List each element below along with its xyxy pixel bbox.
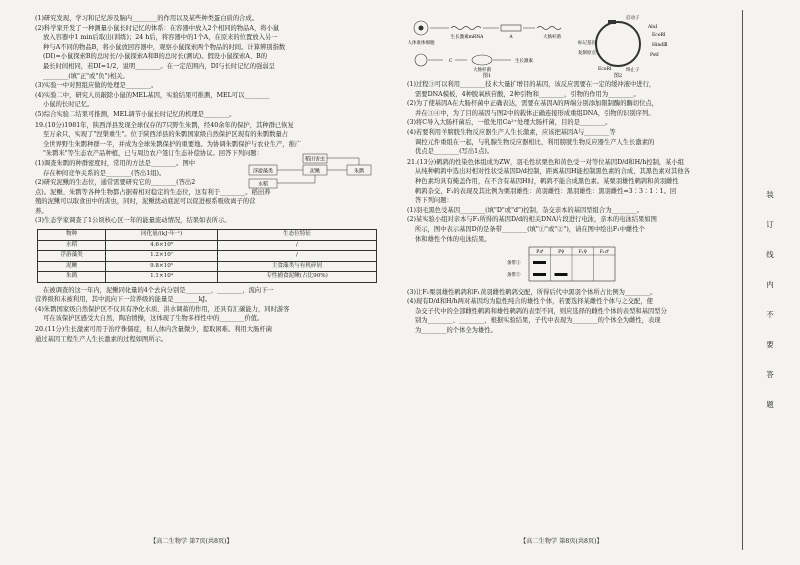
table-cell: 主食藻类与有机碎屑 xyxy=(217,261,376,272)
text-line: 殖的泥鳅可以取食田中的害虫，同时，泥鳅扰动底泥可以促进根系吸收离子的营 xyxy=(35,198,256,206)
table-header: 同化量/(kJ·年⁻¹) xyxy=(106,230,218,241)
text-line: 种色素均具有掩盖作用，在不含有基因H时，鹌鹑不能合成黑色素。某栗羽雄性鹌鹑和黄羽雌性 xyxy=(415,177,679,185)
text-line: (2)某实验小组对亲本与F₁所得的基因D/d的相关DNA片段进行电泳，亲本的电泳结果如图 xyxy=(407,216,657,224)
notice-char: 内 xyxy=(766,280,774,289)
text-line: (4)朱鹮国家级自然保护区不仅具有净化水质、洪水调蓄的作用，还具有汇碳能力，同时游客 xyxy=(35,305,290,313)
figure-label: 复制原点 xyxy=(578,51,596,56)
binding-line xyxy=(742,10,743,550)
figure-row xyxy=(407,14,710,78)
figure-label: AluⅠ xyxy=(648,25,658,30)
table-header: 生态位特征 xyxy=(217,230,376,241)
text-line: 为________的个体全为雄性。 xyxy=(415,327,497,335)
q21-block xyxy=(407,158,710,336)
figure-caption: 图1 xyxy=(482,73,492,78)
table-row xyxy=(38,251,377,262)
table-cell: / xyxy=(217,251,376,262)
diagram-node: 稻田害虫 xyxy=(304,156,326,163)
table-header: 物种 xyxy=(38,230,106,241)
table-cell: / xyxy=(217,240,376,251)
left-page xyxy=(35,14,390,534)
table-cell: 1.2×10⁷ xyxy=(106,251,218,262)
text-line: (3)让F₁栗羽雄性鹌鹑和F₁黄羽雌性鹌鹑交配，所得后代中黑羽个体所占比例为________。 xyxy=(407,288,657,296)
text-line: 至万余只，实现了"涅槃重生"。位于陕西洋县的朱鹮国家级自然保护区现有的朱鹮数量占 xyxy=(43,131,289,139)
figure-label: EcoRⅠ xyxy=(598,67,612,72)
gel-column-label: F₁♀ xyxy=(578,250,587,256)
table-header-row xyxy=(38,230,377,241)
gel-column-label: P♀ xyxy=(558,250,565,256)
text-line: (5)综合实验二结果可推测，MEL调节小鼠长时记忆的机理是________。 xyxy=(35,110,236,118)
table-row xyxy=(38,272,377,283)
text-line: 全世界野生朱鹮种群一半，并成为全球朱鹮保护的重要地。为协调朱鹮保护与农业生产，推广 xyxy=(43,140,302,148)
figure-caption: 图2 xyxy=(613,73,623,78)
text-line: (2)研究泥鳅的生态位，通常需要研究它的________(答出2 xyxy=(35,179,196,187)
figure-label: 标记基因 xyxy=(578,41,596,46)
table-cell: 4.6×10⁸ xyxy=(106,240,218,251)
text-line: 小鼠的长时记忆。 xyxy=(43,101,94,109)
binding-sidebar xyxy=(722,0,800,565)
table-cell: 专性捕食泥鳅(占比90%) xyxy=(217,272,376,283)
diagram-node: 水稻 xyxy=(257,181,269,188)
table-cell: 水稻 xyxy=(38,240,106,251)
text-line: ________(填"正"或"负")相关。 xyxy=(43,72,129,80)
gel-column-label: P♂ xyxy=(536,250,544,256)
figure-label: A xyxy=(509,35,513,40)
text-line: 营养级和未被利用，其中流向下一营养级的能量是________kJ。 xyxy=(35,296,212,304)
q19-block xyxy=(35,121,390,324)
text-line: 体和雄性个体的电泳结果。 xyxy=(415,235,491,243)
q18-block xyxy=(35,14,390,120)
text-line: 通过基因工程生产人生长激素的过程如图所示。 xyxy=(35,335,168,343)
figure-label: 人体垂体细胞 xyxy=(407,41,435,46)
text-line: (4)若要利用羊膀胱生物反应器生产人生长激素，应该把基因A与________等 xyxy=(407,128,616,136)
figure-label: 终止子 xyxy=(626,68,640,73)
text-line: (3)将C导入大肠杆菌后，一般先用Ca²⁺处理大肠杆菌，目的是________。 xyxy=(407,119,612,127)
text-line: 别为________、________，根据实验结果，子代中表现为________的个体全为雌性，表现 xyxy=(415,317,661,325)
text-line: 可在该保护区感受大自然，陶冶情操，这体现了生物多样性中的________价值。 xyxy=(43,315,264,323)
figure-label: 大肠杆菌 xyxy=(543,35,561,40)
notice-char: 线 xyxy=(766,250,774,259)
figure-label: 启动子 xyxy=(626,16,640,21)
text-line: 鹌鹑杂交，F₁的表现及其比例为栗羽雄性：黄羽雌性：黑羽雄性：黑羽雌性=3∶3∶1∶1。回 xyxy=(415,187,677,195)
text-line: 在被调查的这一年内，泥鳅同化量的4个去向分别是________、________，流向下一 xyxy=(43,286,274,294)
notice-char: 要 xyxy=(766,340,774,349)
figure-label: 生长激素 xyxy=(515,59,533,64)
binding-notice xyxy=(764,180,776,420)
question-title: 20.(11分)生长激素可用于治疗侏儒症，但人体内含量微少，提取困难。利用大肠杆菌 xyxy=(35,325,273,333)
text-line: (3)实验一中对照组应做的处理是________。 xyxy=(35,82,158,90)
gel-band-p-male-2 xyxy=(533,273,546,276)
figure-label: 大肠杆菌 xyxy=(473,68,491,73)
text-line: 答下列问题： xyxy=(415,197,453,205)
question-title: 21.(13分)鹌鹑的性染色体组成为ZW，羽毛性状栗色和黄色受一对等位基因D/d和H/h控制，某小组 xyxy=(407,158,685,166)
notice-char: 订 xyxy=(766,220,774,229)
text-line: "朱鹮米"等生态农产品种植，已与周边农户签订生态补偿协议。回答下列问题： xyxy=(43,150,263,158)
text-line: (1)研究发现，学习和记忆涉及脑内________的作用以及某些种类蛋白质的合成。 xyxy=(35,15,259,22)
table-row xyxy=(38,240,377,251)
text-line: 种与A不同的物品B，将小鼠放回容器中，观察小鼠探索两个物品的时间。计算辨别指数 xyxy=(43,43,286,51)
figure-label: 生长激素mRNA xyxy=(450,35,484,40)
q20-questions xyxy=(407,80,710,157)
text-line: (DI)=小鼠探索B的总时长/小鼠探索A和B的总时长(测试)。假设小鼠探索A、B的 xyxy=(43,53,268,61)
diagram-node: 朱鹮 xyxy=(353,168,365,175)
gel-column-label: F₁♂ xyxy=(599,250,609,256)
text-line: 并在③④中，为了目的基因与图2中的载体正确连接形成重组DNA，引物的识别序列。 xyxy=(415,109,655,117)
gel-band-p-female-2 xyxy=(555,273,568,276)
figure-label: C xyxy=(449,59,453,64)
table-cell: 泥鳅 xyxy=(38,261,106,272)
electrophoresis-gel xyxy=(507,246,617,282)
text-line: 点)。泥鳅、朱鹮等各种生物都占据着相对稳定的生态位，这有利于________。稻田养 xyxy=(35,188,271,196)
text-line: 优点是________(写出1点)。 xyxy=(415,148,494,156)
text-line: 杂交子代中的全部雌性鹌鹑和雄性鹌鹑的表型不同，则应选择的雌性个体的表型和基因型分 xyxy=(415,307,667,315)
table-cell: 9.8×10⁵ xyxy=(106,261,218,272)
energy-table xyxy=(37,229,377,283)
text-line: 需要DNA模板，4种脱氧核苷酸，2种引物和________，引物的作用为________。 xyxy=(415,90,640,98)
text-line: 存在种间竞争关系的是________(答出1组)。 xyxy=(43,169,166,177)
text-line: 养。 xyxy=(35,207,48,215)
diagram-node: 浮游藻类 xyxy=(252,168,274,175)
text-line: (1)过程③可以利用________技术大量扩增目的基因，该反应需要在一定的缓冲液中进行， xyxy=(407,81,656,88)
text-line: (1)羽毛黑色受基因________(填"D"或"d")控制，杂交亲本的基因型组合为________。 xyxy=(407,206,643,214)
gel-row-label: 条带② xyxy=(507,273,521,279)
footer-right: 【高二生物学 第8页(共8页)】 xyxy=(520,538,603,545)
food-web-diagram xyxy=(247,153,377,189)
figure-label: EcoRⅠ xyxy=(652,33,666,38)
text-line: (2)科学家开发了一种测量小鼠长时记忆的体系：在容器中放入2个相同的物品A，将小鼠 xyxy=(35,24,280,32)
notice-char: 题 xyxy=(766,400,774,409)
text-line: (2)为了使基因A在大肠杆菌中正确表达，需要在基因A的两端分别添加限制酶的酶切位点， xyxy=(407,100,658,108)
text-line: 所示，图中表示基因D的是条带________(填"①"或"②")，请在图中绘出F₁中雌性个 xyxy=(415,225,645,233)
figure-label: HindⅢ xyxy=(652,43,668,48)
table-cell: 1.1×10⁴ xyxy=(106,272,218,283)
right-page xyxy=(407,14,710,534)
table-row xyxy=(38,261,377,272)
q20-block xyxy=(35,325,390,344)
figure-1-process xyxy=(407,14,572,78)
notice-char: 不 xyxy=(766,310,774,319)
figure-2-plasmid xyxy=(578,14,683,78)
question-title: 19.(10分)1981年，陕西洋县发现全球仅存的7只野生朱鹮，经40余年的保护，其种群已恢复 xyxy=(35,121,294,129)
gel-band-p-male-1 xyxy=(533,261,546,264)
table-cell: 浮游藻类 xyxy=(38,251,106,262)
notice-char: 装 xyxy=(766,190,774,199)
text-line: (3)生态学家调查了1公顷核心区一年的能量流动情况，结果如表所示。 xyxy=(35,217,231,225)
text-line: 放入容器中1 min后取出(训练)；24 h后，将容器中的1个A，在原来的位置放入另一 xyxy=(43,34,278,42)
text-line: (1)调查朱鹮的种群密度时，常用的方法是________。图中 xyxy=(35,159,196,167)
diagram-node: 泥鳅 xyxy=(309,168,321,175)
notice-char: 答 xyxy=(766,370,774,379)
text-line: (4)实验二中，研究人员敲除小鼠的MEL基因，实验结果可推测，MEL可以________ xyxy=(35,91,270,99)
text-line: 调控元件重组在一起，与乳腺生物反应器相比，利用膀胱生物反应器生产人生长激素的 xyxy=(415,138,655,146)
figure-label: PstⅠ xyxy=(650,53,659,58)
text-line: 最长时间相同，若DI=1/2，说明________。在一定范围内，DI与长时记忆的强弱呈 xyxy=(43,62,275,70)
footer-left: 【高二生物学 第7页(共8页)】 xyxy=(150,538,233,545)
gel-row-label: 条带① xyxy=(507,261,521,267)
text-line: 从纯种鹌鹑中选出对相对性状受基因D/d控制，距离基因H能控制黑色素的合成，其黑色素对其他各 xyxy=(415,168,690,176)
text-line: (4)现有D/d和H/h两对基因均为隐性纯合的雄性个体，若要选择某雌性个体与之交配，使 xyxy=(407,298,653,306)
table-cell: 朱鹮 xyxy=(38,272,106,283)
